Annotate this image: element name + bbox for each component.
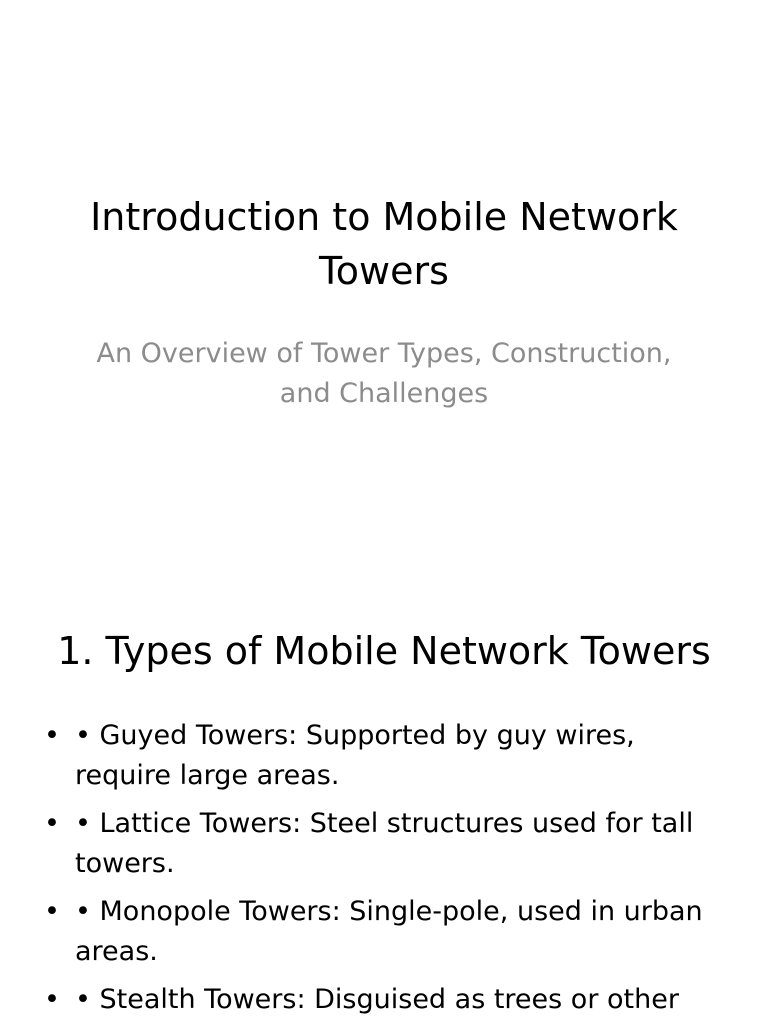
content-slide-tower-types xyxy=(0,576,768,1024)
bullet-icon: • xyxy=(44,896,60,927)
bullet-icon: • xyxy=(44,720,60,751)
bullet-text: • Monopole Towers: Single-pole, used in urban areas. xyxy=(75,896,703,967)
bullet-text: • Stealth Towers: Disguised as trees or other xyxy=(75,984,679,1015)
list-item xyxy=(44,980,724,1020)
bullet-icon: • xyxy=(44,984,60,1015)
bullet-icon: • xyxy=(44,808,60,839)
list-item xyxy=(44,804,724,884)
bullet-text: • Lattice Towers: Steel structures used for tall towers. xyxy=(75,808,694,879)
list-item xyxy=(44,716,724,796)
bullet-text: • Guyed Towers: Supported by guy wires, require large areas. xyxy=(75,720,635,791)
bullet-list xyxy=(44,716,724,1024)
presentation-subtitle: An Overview of Tower Types, Construction, and Challenges xyxy=(96,338,672,409)
slide-title: 1. Types of Mobile Network Towers xyxy=(57,629,711,673)
presentation-title: Introduction to Mobile Network Towers xyxy=(90,195,678,293)
list-item xyxy=(44,892,724,972)
